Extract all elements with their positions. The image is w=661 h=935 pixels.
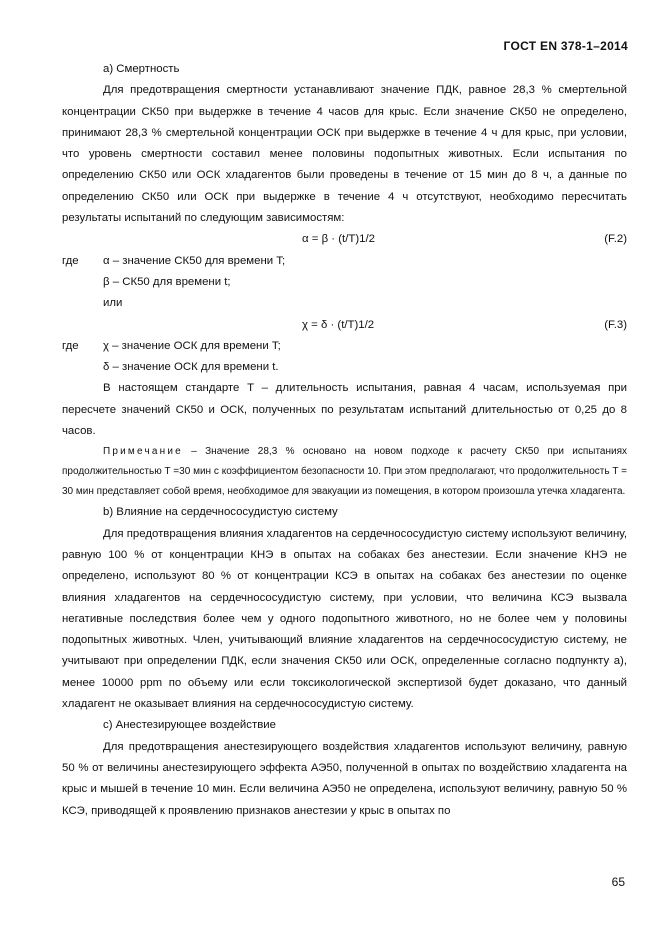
section-b-paragraph: Для предотвращения влияния хладагентов на сердечнососудистую систему используют величину, равную 100 % от концентрации КНЭ в опытах на собаках без анестезии. Если значение КНЭ не определено, используют 80 % от концентрации КСЭ в опытах на собаках без анестезии по оценке влияния хладагентов на сердечнососудистую систему, при условии, что величина КСЭ вызвала негативные последствия более чем у одного подопытного животного, но не более чем у половины подопытных животных. Член, учитывающий влияние хладагентов на сердечнососудистую систему, не учитывают при определении ПДК, если значения СК50 или ОСК, определенные согласно подпункту а), менее 10000 ppm по объему или если токсикологической экспертизой будет доказано, что данный хладагент не оказывает влияния на сердечнососудистую систему.: [62, 527, 627, 711]
section-b-heading: b) Влияние на сердечнососудистую систему: [103, 506, 338, 519]
note-text: – Значение 28,3 % основано на новом подходе к расчету СК50 при испытаниях продолжительностью T =30 мин с коэффициентом безопасности 10. При этом предполагают, что продолжительность T = 30 мин представляет собой время, необходимое для эвакуации из помещения, в котором произошла утечка хладагента.: [62, 446, 628, 498]
definition-alpha: α – значение СК50 для времени T;: [103, 254, 286, 267]
section-a-heading: а) Смертность: [103, 63, 180, 75]
section-a-paragraph-1: Для предотвращения смертности устанавливают значение ПДК, равное 28,3 % смертельной концентрации СК50 при выдержке в течение 4 часов для крыс. Если значение СК50 не определено, принимают 28,3 % смертельной концентрации ОСК при выдержке в течение 4 ч для крыс, при условии, что уровень смертности составил менее половины подопытных животных. Если испытания по определению СК50 или ОСК хладагентов были проведены в течение от 15 мин до 8 ч, а данные по определению СК50 или ОСК при выдержке в течение 4 ч отсутствуют, необходимо пересчитать результаты испытаний по следующим зависимостям:: [62, 84, 627, 225]
document-header: ГОСТ EN 378-1–2014: [503, 39, 628, 53]
formula-f2-number: (F.2): [604, 233, 627, 246]
page-body: [62, 59, 627, 822]
page-number: 65: [611, 875, 625, 889]
where-label: где: [62, 254, 79, 267]
formula-f3-expression: χ = δ · (t/T)1/2: [302, 318, 375, 331]
definition-alpha-row: [62, 251, 627, 272]
formula-f3-number: (F.3): [604, 318, 627, 331]
definition-chi: χ – значение ОСК для времени T;: [103, 339, 281, 352]
where-label-2: где: [62, 339, 79, 352]
note-label: Примечание: [103, 446, 183, 458]
formula-f2: [62, 229, 627, 250]
definition-chi-row: [62, 336, 627, 357]
section-c-paragraph: Для предотвращения анестезирующего воздействия хладагентов используют величину, равную 50 % от величины анестезирующего эффекта АЭ50, полученной в опытах по воздействию хладагента на крыс и мышей в течение 10 мин. Если величина АЭ50 не определена, используют величину, равную 50 % КСЭ, приводящей к проявлению признаков анестезии у крыс в опытах по: [62, 740, 627, 817]
note: [62, 442, 627, 502]
or-label: или: [103, 297, 123, 310]
definition-beta: β – СК50 для времени t;: [103, 275, 231, 288]
formula-f3: [62, 315, 627, 336]
section-a-paragraph-2: В настоящем стандарте T – длительность испытания, равная 4 часам, используемая при пересчете значений СК50 и ОСК, полученных по результатам испытаний длительностью от 0,25 до 8 часов.: [62, 382, 627, 438]
definition-delta: δ – значение ОСК для времени t.: [103, 361, 279, 374]
formula-f2-expression: α = β · (t/T)1/2: [302, 233, 375, 246]
section-c-heading: c) Анестезирующее воздействие: [103, 719, 276, 732]
